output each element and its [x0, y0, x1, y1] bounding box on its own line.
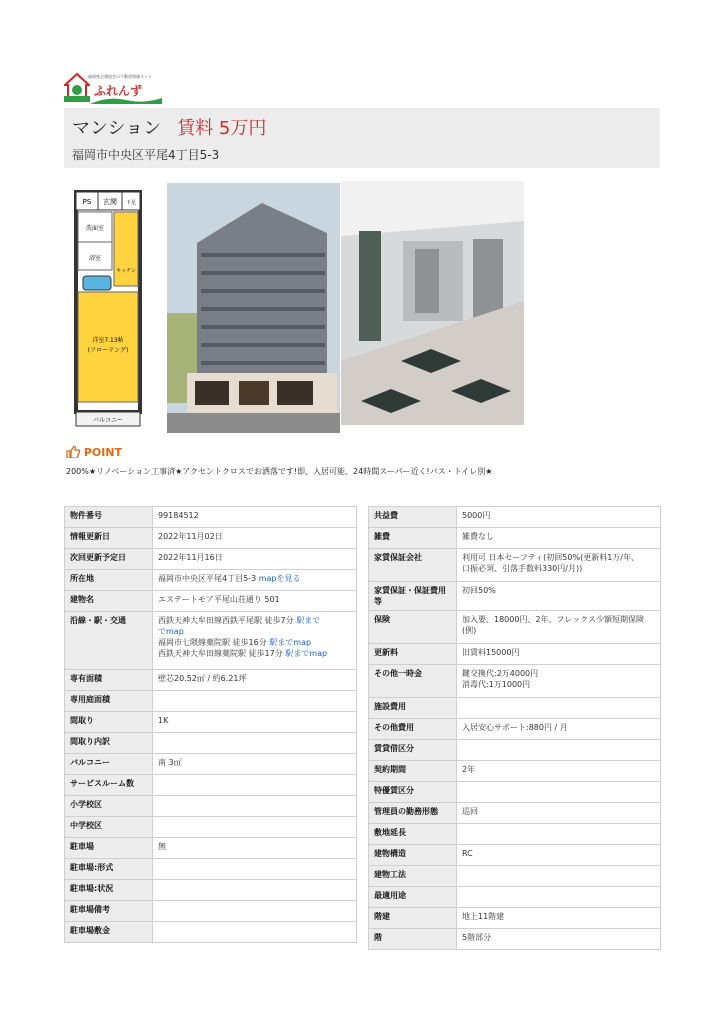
- row-value: [153, 528, 357, 549]
- point-description: 200%★リノベーション工事済★アクセントクロスでお洒落です!即、入居可能、24時間スーパー近く!バス・トイレ別★: [66, 467, 493, 476]
- row-value: [457, 665, 661, 698]
- row-value: [153, 901, 357, 922]
- row-value-text: エステートモア平尾山荘通り 501: [158, 595, 280, 604]
- floor-plan-label-entrance: 玄関: [103, 198, 117, 206]
- row-value: [457, 507, 661, 528]
- property-header: [64, 108, 660, 168]
- row-label: 建物構造: [369, 845, 457, 866]
- row-value: [457, 740, 661, 761]
- row-value: [153, 507, 357, 528]
- row-label: 物件番号: [65, 507, 153, 528]
- row-label: 駐車場:状況: [65, 880, 153, 901]
- table-row: [65, 670, 357, 691]
- table-row: [65, 838, 357, 859]
- row-value-line: (例): [462, 626, 477, 635]
- row-value: [457, 582, 661, 611]
- station-text: 西鉄天神大牟田線西鉄平尾駅 徒歩7分: [158, 616, 294, 625]
- row-value-text: 旧賃料15000円: [462, 648, 520, 657]
- row-value: [153, 570, 357, 591]
- row-value-text: 地上11階建: [462, 912, 505, 921]
- row-label: 間取り: [65, 712, 153, 733]
- entrance-lobby-photo[interactable]: [341, 181, 524, 425]
- row-value-line: 利用可 日本セーフティ(初回50%(更新料1万/年、: [462, 553, 639, 562]
- site-logo[interactable]: [64, 72, 164, 104]
- row-value-text: RC: [462, 849, 473, 858]
- table-row: [369, 665, 661, 698]
- logo-brand: ふれんず: [94, 84, 143, 98]
- table-row: [369, 824, 661, 845]
- property-address: 福岡市中央区平尾4丁目5-3: [72, 148, 220, 162]
- row-label: 契約期間: [369, 761, 457, 782]
- row-value: [153, 670, 357, 691]
- table-row: [65, 612, 357, 670]
- row-label: 階: [369, 929, 457, 950]
- table-row: [369, 740, 661, 761]
- row-value: [457, 644, 661, 665]
- cost-details-table: [368, 506, 661, 950]
- row-label: 階建: [369, 908, 457, 929]
- row-value: [153, 796, 357, 817]
- table-row: [65, 691, 357, 712]
- table-row: [369, 845, 661, 866]
- row-value-line: 鍵交換代:2万4000円: [462, 669, 539, 678]
- row-value-text: 1K: [158, 716, 169, 725]
- row-value-text: 南 3㎡: [158, 758, 182, 767]
- table-row: [369, 719, 661, 740]
- building-exterior-photo[interactable]: [167, 183, 340, 433]
- station-map-link[interactable]: 駅まで: [296, 616, 321, 625]
- table-row: [65, 528, 357, 549]
- row-value: [457, 549, 661, 582]
- station-map-link[interactable]: でmap: [158, 627, 184, 636]
- station-map-link[interactable]: 駅までmap: [285, 649, 328, 658]
- row-label: 建物名: [65, 591, 153, 612]
- row-value-text: 2022年11月02日: [158, 532, 223, 541]
- row-value: [153, 549, 357, 570]
- point-heading-label: POINT: [83, 446, 123, 459]
- station-text: 西鉄天神大牟田線薬院駅 徒歩17分: [158, 649, 283, 658]
- station-map-link[interactable]: 駅までmap: [269, 638, 312, 647]
- row-label: 建物工法: [369, 866, 457, 887]
- table-row: [369, 803, 661, 824]
- row-label: 情報更新日: [65, 528, 153, 549]
- table-row: [369, 761, 661, 782]
- table-row: [369, 782, 661, 803]
- row-label: 家賃保証会社: [369, 549, 457, 582]
- row-value: [457, 866, 661, 887]
- row-value: [457, 887, 661, 908]
- map-link[interactable]: mapを見る: [258, 574, 301, 583]
- table-row: [65, 796, 357, 817]
- floor-plan-label-kitchen: キッチン: [116, 268, 136, 274]
- row-label: 間取り内訳: [65, 733, 153, 754]
- table-row: [369, 908, 661, 929]
- row-label: 最適用途: [369, 887, 457, 908]
- row-label: 次回更新予定日: [65, 549, 153, 570]
- row-value-text: 5階部分: [462, 933, 492, 942]
- row-label: 施設費用: [369, 698, 457, 719]
- floor-plan-label-washroom: 洗面室: [85, 225, 105, 232]
- row-label: 特優賃区分: [369, 782, 457, 803]
- row-value: [153, 859, 357, 880]
- row-label: 小学校区: [65, 796, 153, 817]
- table-row: [369, 528, 661, 549]
- row-label: 保険: [369, 611, 457, 644]
- row-label: 敷地延長: [369, 824, 457, 845]
- row-value-text: 5000円: [462, 511, 491, 520]
- row-value: [457, 782, 661, 803]
- row-value: [153, 838, 357, 859]
- row-value-line: 消毒代:1万1000円: [462, 680, 531, 689]
- row-value: [153, 591, 357, 612]
- row-value: [153, 612, 357, 670]
- row-value: [153, 880, 357, 901]
- table-row: [369, 866, 661, 887]
- thumbs-up-icon: [66, 446, 80, 458]
- row-value-text: 雑費なし: [462, 532, 494, 541]
- row-label: 賃貸借区分: [369, 740, 457, 761]
- rent-price: 賃料 5万円: [177, 118, 267, 139]
- property-type: マンション: [72, 118, 162, 139]
- row-label: 中学校区: [65, 817, 153, 838]
- row-label: 管理員の勤務形態: [369, 803, 457, 824]
- logo-tagline: 福岡県宅建協会の不動産情報ネット: [88, 74, 152, 79]
- property-title: [72, 114, 266, 140]
- row-label: バルコニー: [65, 754, 153, 775]
- table-row: [369, 507, 661, 528]
- row-label: 駐車場備考: [65, 901, 153, 922]
- table-row: [65, 570, 357, 591]
- row-value: [457, 528, 661, 549]
- table-row: [65, 880, 357, 901]
- row-label: 所在地: [65, 570, 153, 591]
- table-row: [65, 754, 357, 775]
- station-text: 福岡市七隈線薬院駅 徒歩16分: [158, 638, 267, 647]
- row-value: [153, 691, 357, 712]
- floor-plan-label-flooring: (フローリング): [87, 347, 129, 354]
- row-value: [153, 712, 357, 733]
- row-value: [457, 698, 661, 719]
- table-row: [369, 698, 661, 719]
- table-row: [369, 582, 661, 611]
- row-value-line: [158, 637, 351, 648]
- row-label: 家賃保証・保証費用等: [369, 582, 457, 611]
- row-label: 沿線・駅・交通: [65, 612, 153, 670]
- table-row: [65, 859, 357, 880]
- row-value: [457, 908, 661, 929]
- row-label: サービスルーム数: [65, 775, 153, 796]
- floor-plan-label-ps: PS: [82, 198, 92, 206]
- row-value: [457, 611, 661, 644]
- table-row: [65, 591, 357, 612]
- row-value-line: [158, 626, 351, 637]
- row-value: [153, 754, 357, 775]
- row-value: [153, 733, 357, 754]
- point-heading: [66, 446, 122, 459]
- row-value-text: 99184512: [158, 511, 199, 520]
- floor-plan-image[interactable]: [66, 176, 166, 432]
- row-value: [457, 719, 661, 740]
- row-value-text: 巡回: [462, 807, 478, 816]
- table-row: [65, 901, 357, 922]
- row-value: [457, 761, 661, 782]
- row-label: 駐車場: [65, 838, 153, 859]
- table-row: [369, 549, 661, 582]
- table-row: [65, 775, 357, 796]
- house-logo-icon: [64, 72, 90, 102]
- row-value-line: [158, 615, 351, 626]
- row-value-text: 初回50%: [462, 586, 496, 595]
- row-label: その他一時金: [369, 665, 457, 698]
- table-row: [65, 733, 357, 754]
- row-value: [457, 929, 661, 950]
- row-value-text: 入居安心サポート:880円 / 月: [462, 723, 568, 732]
- row-label: 雑費: [369, 528, 457, 549]
- row-value-line: 加入要、18000円、2年、フレックス少額短期保険: [462, 615, 645, 624]
- table-row: [65, 712, 357, 733]
- row-value-text: 福岡市中央区平尾4丁目5-3: [158, 574, 257, 583]
- floor-plan-label-room: 洋室7.13帖: [92, 337, 124, 344]
- floor-plan-label-bathroom: 浴室: [88, 255, 102, 262]
- table-row: [65, 549, 357, 570]
- table-row: [65, 922, 357, 943]
- floor-plan-label-shoebox: 下足: [125, 200, 137, 206]
- floor-plan-label-balcony: バルコニー: [92, 417, 124, 424]
- table-row: [369, 611, 661, 644]
- table-row: [369, 644, 661, 665]
- row-value: [457, 824, 661, 845]
- row-value-line: 口振必須、引落手数料330円/月)): [462, 564, 583, 573]
- row-label: 駐車場:形式: [65, 859, 153, 880]
- table-row: [65, 507, 357, 528]
- row-value: [457, 845, 661, 866]
- row-value-line: [158, 648, 351, 659]
- row-label: 専用庭面積: [65, 691, 153, 712]
- row-value-text: 壁芯20.52㎡ / 約6.21坪: [158, 674, 247, 683]
- property-details-table: [64, 506, 357, 943]
- table-row: [369, 887, 661, 908]
- row-value: [153, 817, 357, 838]
- row-value: [457, 803, 661, 824]
- row-value-text: 2022年11月16日: [158, 553, 223, 562]
- row-label: 更新料: [369, 644, 457, 665]
- row-label: 駐車場敷金: [65, 922, 153, 943]
- row-label: 専有面積: [65, 670, 153, 691]
- row-label: 共益費: [369, 507, 457, 528]
- row-value-text: 2年: [462, 765, 476, 774]
- row-value: [153, 775, 357, 796]
- table-row: [369, 929, 661, 950]
- row-label: その他費用: [369, 719, 457, 740]
- table-row: [65, 817, 357, 838]
- row-value: [153, 922, 357, 943]
- row-value-text: 無: [158, 842, 166, 851]
